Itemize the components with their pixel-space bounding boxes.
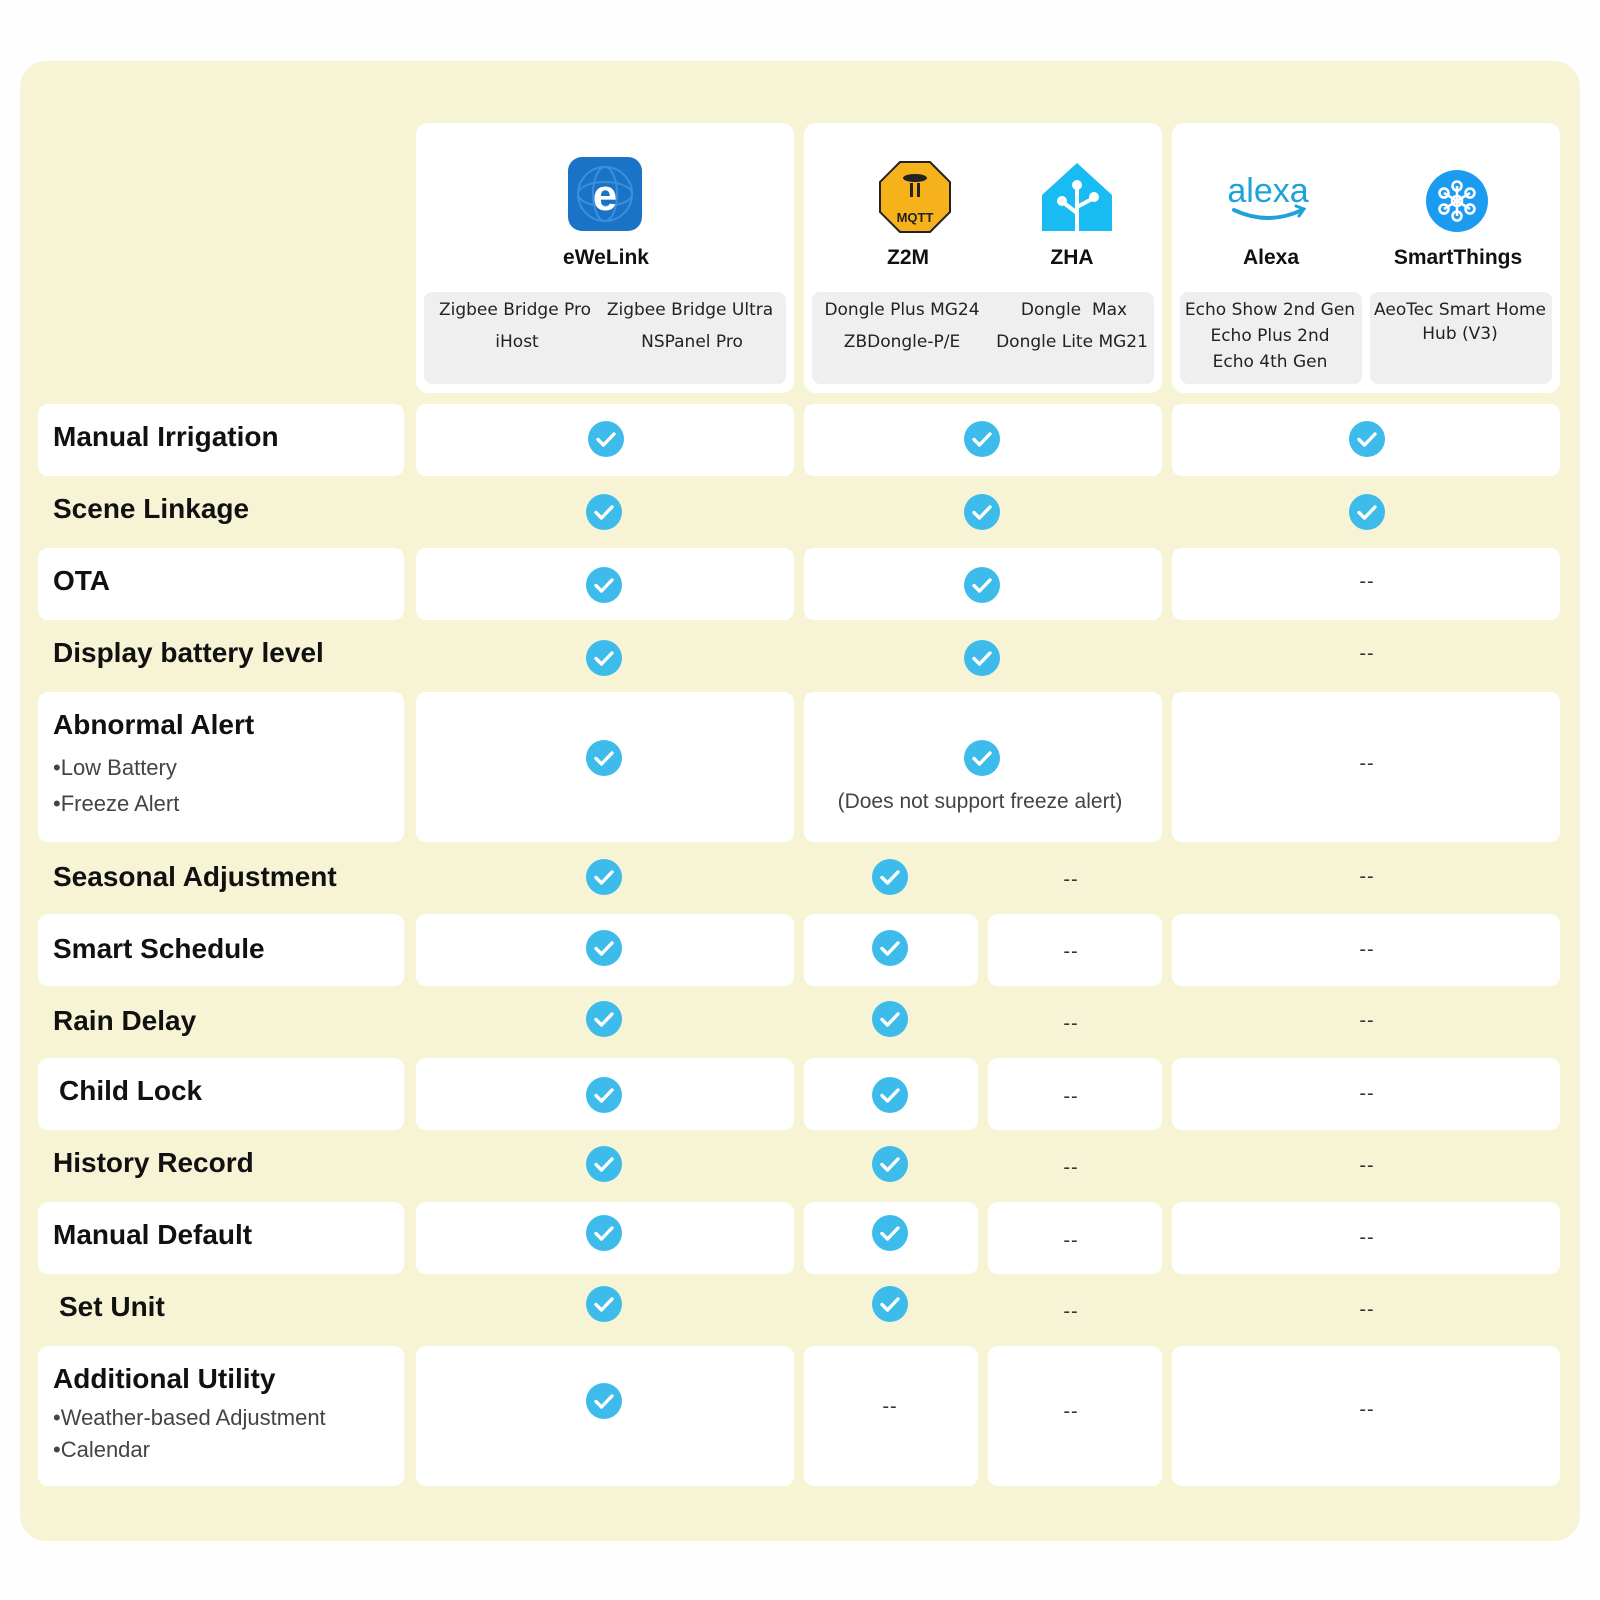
freeze-alert-note: (Does not support freeze alert) xyxy=(837,790,1123,813)
check-icon xyxy=(964,421,1000,457)
check-icon xyxy=(588,421,624,457)
check-icon xyxy=(586,640,622,676)
brand-name-alexa: Alexa xyxy=(1242,246,1300,269)
unsupported-dash: -- xyxy=(1063,1156,1079,1179)
device-name: Echo Plus 2nd xyxy=(1210,326,1330,346)
check-icon xyxy=(964,567,1000,603)
mqtt-logo-text: MQTT xyxy=(896,210,934,225)
feature-label-display-battery: Display battery level xyxy=(53,637,324,668)
feature-label-scene-linkage: Scene Linkage xyxy=(53,493,250,524)
check-icon xyxy=(872,1001,908,1037)
device-name: Dongle Lite MG21 xyxy=(996,332,1148,352)
unsupported-dash: -- xyxy=(1359,938,1375,961)
unsupported-dash: -- xyxy=(1063,940,1079,963)
check-icon xyxy=(586,740,622,776)
device-name: Dongle Max xyxy=(1020,300,1128,320)
check-icon xyxy=(872,930,908,966)
check-icon xyxy=(964,740,1000,776)
device-name: NSPanel Pro xyxy=(641,332,743,352)
device-name: ZBDongle-P/E xyxy=(843,332,961,352)
alexa-logo-text: alexa xyxy=(1227,172,1309,210)
check-icon xyxy=(872,1077,908,1113)
check-icon xyxy=(586,1286,622,1322)
check-icon xyxy=(964,640,1000,676)
unsupported-dash: -- xyxy=(1359,752,1375,775)
check-icon xyxy=(1349,494,1385,530)
check-icon xyxy=(872,1215,908,1251)
device-name: Dongle Plus MG24 xyxy=(824,300,980,320)
brand-name-smartthings: SmartThings xyxy=(1393,246,1523,269)
unsupported-dash: -- xyxy=(1359,1226,1375,1249)
check-icon xyxy=(586,1215,622,1251)
device-name: Hub (V3) xyxy=(1422,324,1498,344)
unsupported-dash: -- xyxy=(1359,1009,1375,1032)
brand-name-z2m: Z2M xyxy=(887,246,929,269)
feature-sub-freeze-alert: •Freeze Alert xyxy=(53,791,180,816)
feature-sub-calendar: •Calendar xyxy=(53,1437,150,1462)
feature-label-ota: OTA xyxy=(53,565,111,596)
check-icon xyxy=(586,1001,622,1037)
smartthings-logo-icon xyxy=(1426,170,1488,232)
home-assistant-logo-icon xyxy=(1040,161,1114,233)
brand-name-zha: ZHA xyxy=(1050,246,1094,269)
check-icon xyxy=(586,494,622,530)
device-name: AeoTec Smart Home xyxy=(1374,300,1546,320)
feature-sub-low-battery: •Low Battery xyxy=(53,755,177,780)
check-icon xyxy=(872,1286,908,1322)
check-icon xyxy=(964,494,1000,530)
alexa-logo-icon xyxy=(1226,168,1310,226)
unsupported-dash: -- xyxy=(882,1395,898,1418)
ewelink-logo-icon xyxy=(568,157,642,231)
brand-name-ewelink: eWeLink xyxy=(563,246,649,269)
feature-label-seasonal-adjustment: Seasonal Adjustment xyxy=(53,861,337,892)
check-icon xyxy=(586,1077,622,1113)
device-name: iHost xyxy=(495,332,539,352)
device-name: Echo Show 2nd Gen xyxy=(1184,300,1356,320)
device-name: Echo 4th Gen xyxy=(1212,352,1328,372)
feature-label-smart-schedule: Smart Schedule xyxy=(53,933,265,964)
feature-label-set-unit: Set Unit xyxy=(59,1291,165,1322)
feature-label-manual-default: Manual Default xyxy=(53,1219,253,1250)
check-icon xyxy=(586,1383,622,1419)
feature-label-history-record: History Record xyxy=(53,1147,254,1178)
feature-label-abnormal-alert: Abnormal Alert xyxy=(53,709,255,740)
check-icon xyxy=(586,930,622,966)
unsupported-dash: -- xyxy=(1063,1012,1079,1035)
feature-sub-weather-adjustment: •Weather-based Adjustment xyxy=(53,1405,326,1430)
mqtt-logo-icon xyxy=(878,160,952,234)
unsupported-dash: -- xyxy=(1359,1082,1375,1105)
feature-label-additional-utility: Additional Utility xyxy=(53,1363,276,1394)
unsupported-dash: -- xyxy=(1063,1085,1079,1108)
svg-text:e: e xyxy=(592,171,618,220)
unsupported-dash: -- xyxy=(1063,1400,1079,1423)
unsupported-dash: -- xyxy=(1359,1154,1375,1177)
unsupported-dash: -- xyxy=(1359,865,1375,888)
unsupported-dash: -- xyxy=(1359,1298,1375,1321)
check-icon xyxy=(586,1146,622,1182)
check-icon xyxy=(872,859,908,895)
device-name: Zigbee Bridge Ultra xyxy=(606,300,774,320)
unsupported-dash: -- xyxy=(1063,1229,1079,1252)
feature-label-manual-irrigation: Manual Irrigation xyxy=(53,421,279,452)
unsupported-dash: -- xyxy=(1359,570,1375,593)
check-icon xyxy=(586,567,622,603)
unsupported-dash: -- xyxy=(1063,1300,1079,1323)
device-name: Zigbee Bridge Pro xyxy=(438,300,592,320)
feature-label-rain-delay: Rain Delay xyxy=(53,1005,197,1036)
check-icon xyxy=(1349,421,1385,457)
check-icon xyxy=(586,859,622,895)
unsupported-dash: -- xyxy=(1359,1398,1375,1421)
unsupported-dash: -- xyxy=(1359,642,1375,665)
check-icon xyxy=(872,1146,908,1182)
feature-label-child-lock: Child Lock xyxy=(59,1075,203,1106)
unsupported-dash: -- xyxy=(1063,868,1079,891)
